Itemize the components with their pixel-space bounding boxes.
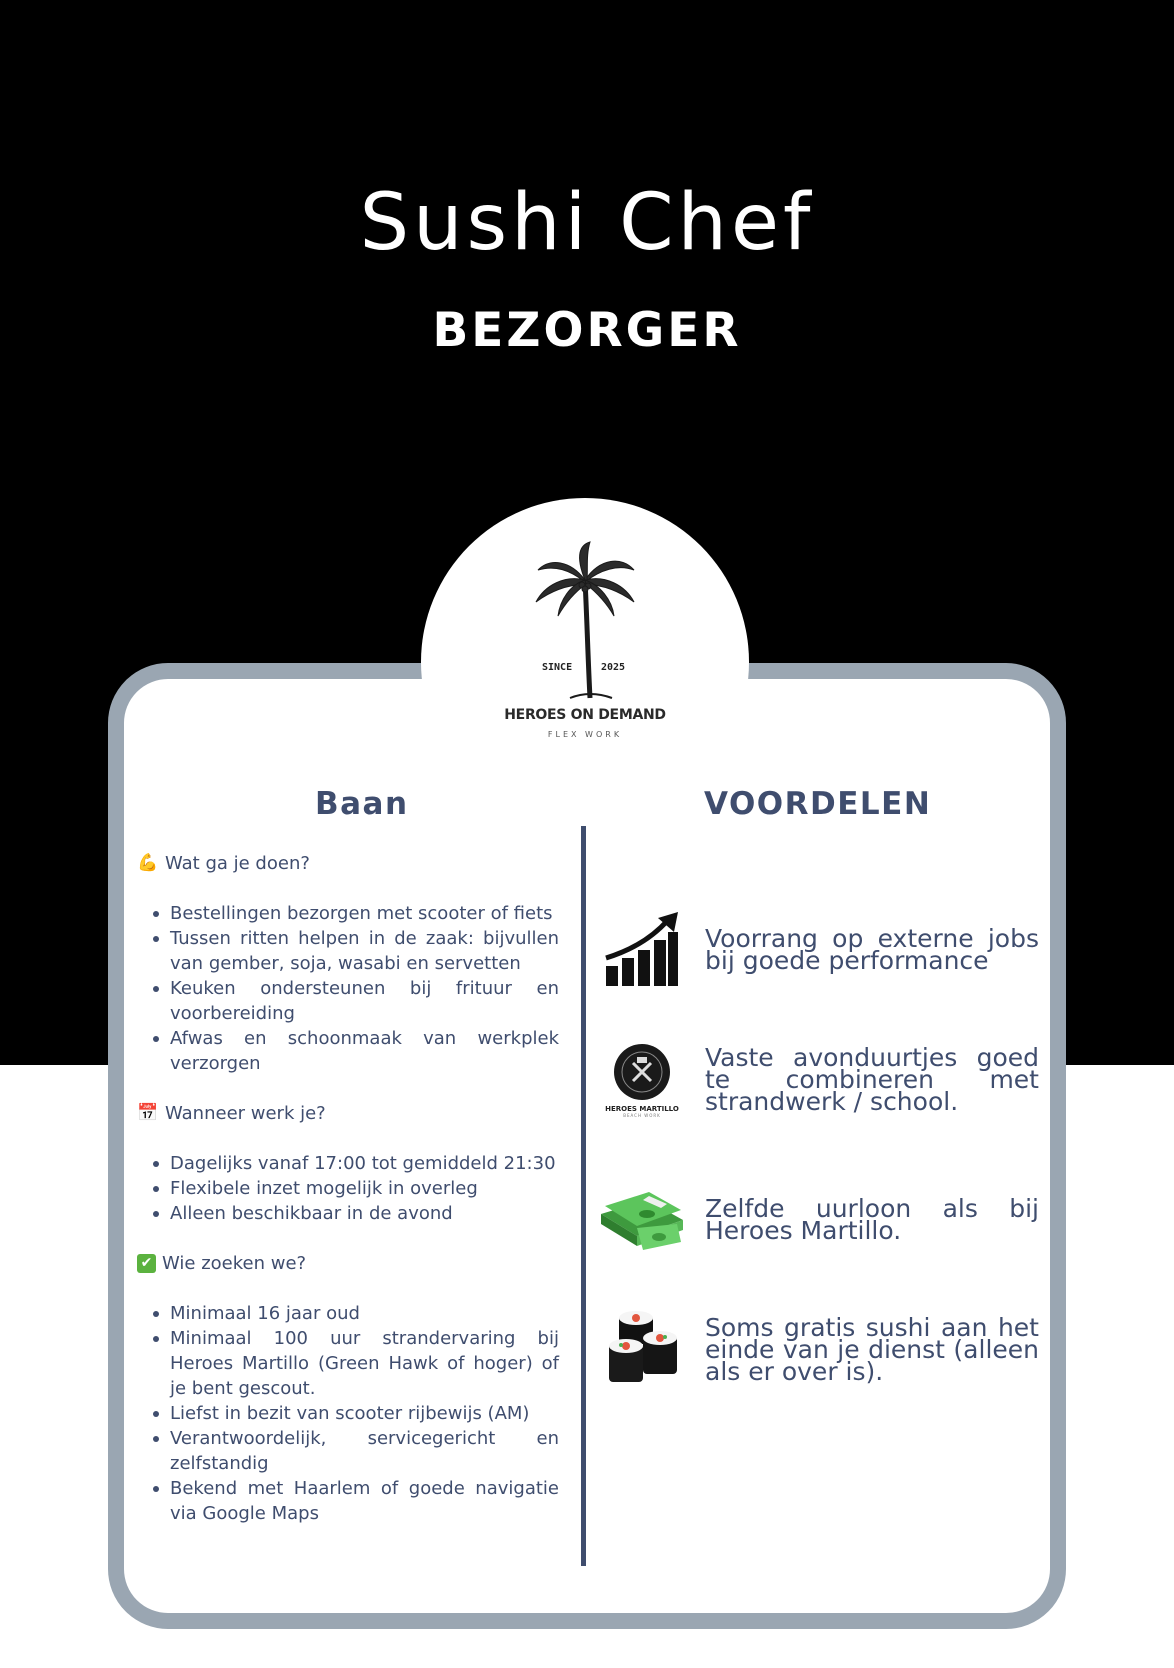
calendar-icon: 📅	[137, 1103, 159, 1123]
benefit-item	[592, 1300, 1052, 1400]
benefit-item	[592, 900, 1052, 1000]
logo-name: HEROES ON DEMAND	[504, 707, 666, 723]
right-column-heading: VOORDELEN	[704, 786, 932, 822]
benefit-item	[592, 1170, 1052, 1270]
check-mark-icon: ✔	[137, 1254, 156, 1273]
growth-chart-icon	[592, 900, 692, 1000]
benefit-text: Soms gratis sushi aan het einde van je dienst (alleen als er over is).	[705, 1313, 1039, 1386]
list-item: Verantwoordelijk, servicegericht en zelfstandig	[170, 1428, 559, 1474]
list-item: Liefst in bezit van scooter rijbewijs (AM)	[170, 1401, 559, 1426]
martillo-logo-name: HEROES MARTILLO	[605, 1104, 679, 1113]
palm-tree-icon	[530, 540, 640, 700]
martillo-logo-sub: BEACH WORK	[623, 1112, 661, 1118]
section-what-title: 💪 Wat ga je doen?	[137, 853, 310, 874]
heroes-on-demand-logo	[490, 540, 680, 750]
section-when-list	[137, 1151, 559, 1226]
section-who-title: ✔ Wie zoeken we?	[137, 1251, 559, 1276]
benefit-text: Vaste avonduurtjes goed te combineren met strandwerk / school.	[705, 1043, 1039, 1116]
list-item: Tussen ritten helpen in de zaak: bijvullen van gember, soja, wasabi en servetten	[170, 928, 559, 974]
job-description	[137, 851, 559, 1551]
list-item: Keuken ondersteunen bij frituur en voorbereiding	[170, 978, 559, 1024]
logo-tagline: FLEX WORK	[547, 730, 623, 739]
left-column-heading: Baan	[315, 786, 409, 822]
logo-since-year: 2025	[601, 662, 626, 673]
list-item: Minimaal 16 jaar oud	[170, 1301, 559, 1326]
section-when-title: 📅 Wanneer werk je?	[137, 1103, 326, 1124]
section-what-list	[137, 901, 559, 1076]
list-item: Flexibele inzet mogelijk in overleg	[170, 1176, 559, 1201]
benefit-item	[592, 1030, 1052, 1130]
list-item: Afwas en schoonmaak van werkplek verzorgen	[170, 1028, 559, 1074]
list-item: Bestellingen bezorgen met scooter of fiets	[170, 901, 559, 926]
list-item: Alleen beschikbaar in de avond	[170, 1201, 559, 1226]
section-who-list	[137, 1301, 559, 1526]
list-item: Minimaal 100 uur strandervaring bij Heroes Martillo (Green Hawk of hoger) of je bent gescout.	[170, 1328, 559, 1399]
list-item: Dagelijks vanaf 17:00 tot gemiddeld 21:30	[170, 1151, 559, 1176]
heroes-martillo-logo	[592, 1030, 692, 1130]
flexed-biceps-icon: 💪	[137, 853, 159, 873]
list-item: Bekend met Haarlem of goede navigatie via Google Maps	[170, 1478, 559, 1524]
column-divider	[581, 826, 586, 1566]
logo-since-label: SINCE	[542, 662, 573, 673]
sushi-rolls-icon	[592, 1300, 692, 1400]
page-subtitle: BEZORGER	[432, 303, 742, 358]
money-stack-icon	[592, 1170, 692, 1270]
benefit-text: Zelfde uurloon als bij Heroes Martillo.	[705, 1194, 1039, 1245]
benefit-text: Voorrang op externe jobs bij goede performance	[705, 924, 1039, 975]
page-title: Sushi Chef	[359, 178, 815, 268]
